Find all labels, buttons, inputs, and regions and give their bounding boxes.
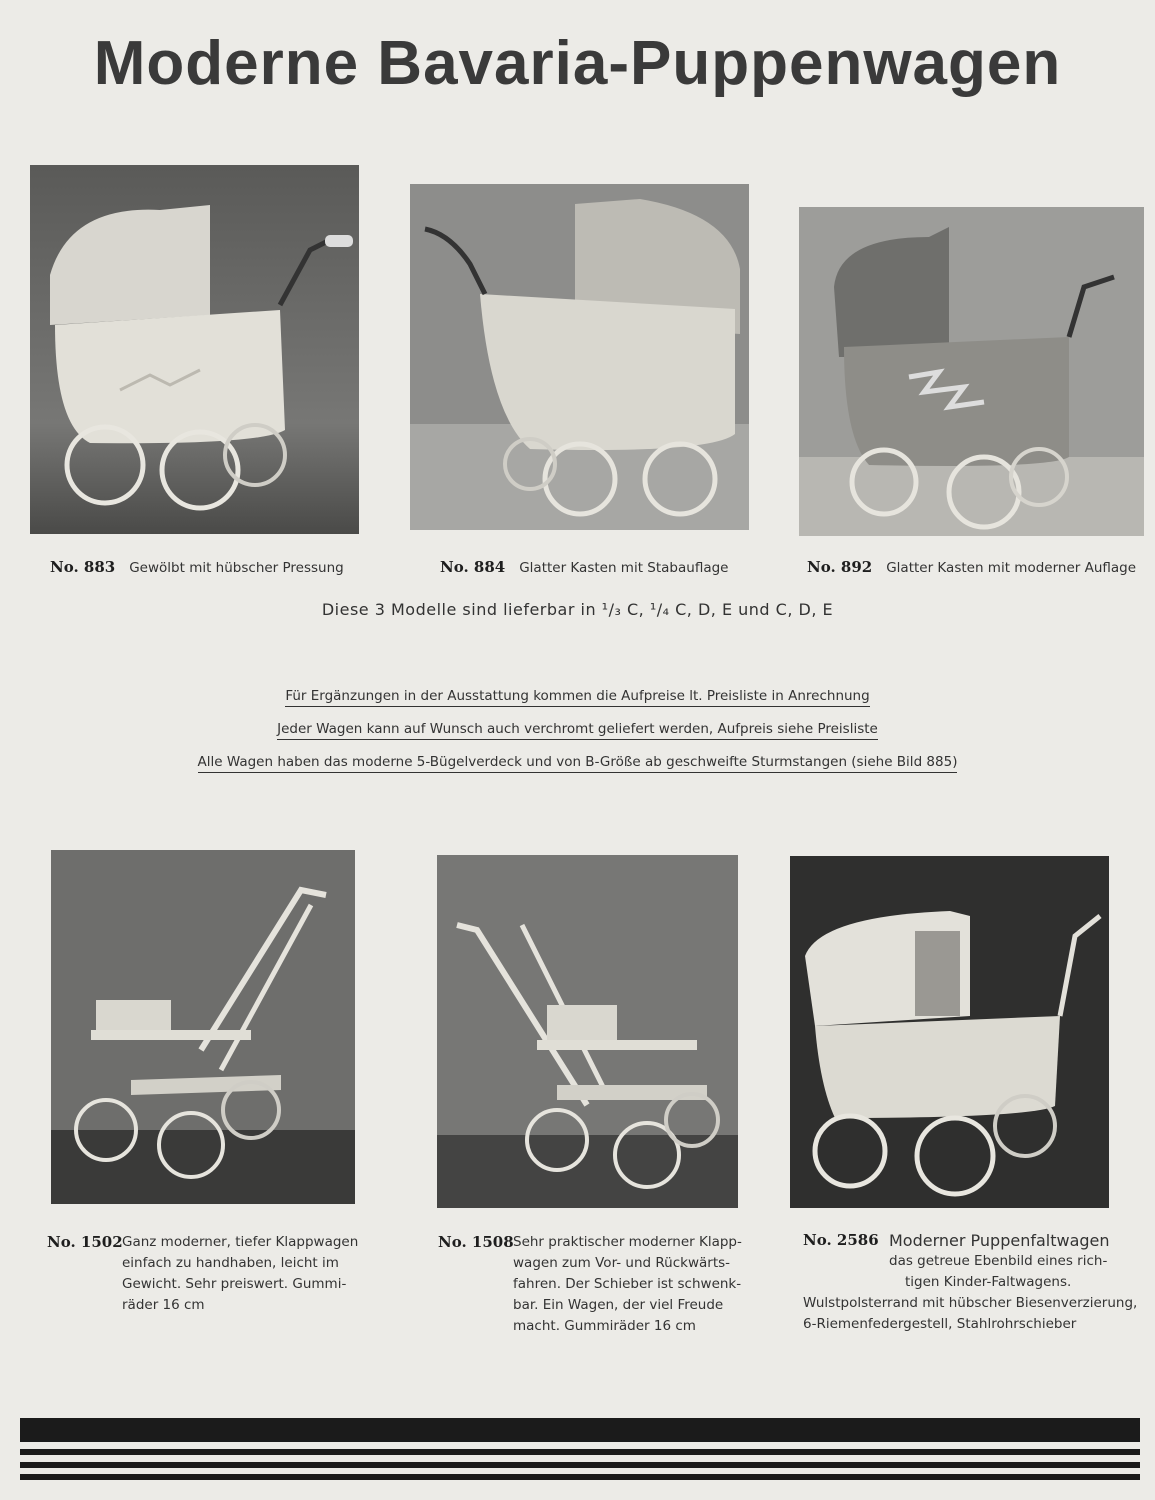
description-line: fahren. Der Schieber ist schwenk- [513, 1276, 742, 1292]
photo-2586 [790, 856, 1109, 1208]
description-line: 6-Riemenfedergestell, Stahlrohrschieber [803, 1316, 1077, 1332]
model-number: No. 1502 [47, 1233, 123, 1251]
note-line [0, 754, 1155, 770]
stroller-photo-icon [437, 855, 738, 1208]
pram-photo-icon [30, 165, 359, 534]
description-line: Ganz moderner, tiefer Klappwagen [122, 1234, 359, 1250]
model-number: No. 884 [440, 558, 506, 576]
model-number: No. 892 [807, 558, 873, 576]
description-line: räder 16 cm [122, 1297, 205, 1313]
availability-note: Diese 3 Modelle sind lieferbar in ¹/₃ C, ¹/₄ C, D, E und C, D, E [321, 600, 834, 619]
note-line [0, 688, 1155, 704]
caption-883 [50, 557, 344, 579]
photo-883 [30, 165, 359, 534]
description-line: das getreue Ebenbild eines rich- [889, 1253, 1108, 1269]
caption-1502 [47, 1232, 367, 1316]
description-line: einfach zu handhaben, leicht im [122, 1255, 339, 1271]
description-line: wagen zum Vor- und Rückwärts- [513, 1255, 731, 1271]
description-line: Sehr praktischer moderner Klapp- [513, 1234, 742, 1250]
description-line: Moderner Puppenfaltwagen [889, 1231, 1110, 1250]
photo-884 [410, 184, 749, 530]
model-description: Glatter Kasten mit Stabauflage [519, 560, 729, 576]
description-line: Gewicht. Sehr preiswert. Gummi- [122, 1276, 347, 1292]
description-line: Wulstpolsterrand mit hübscher Biesenverzierung, [803, 1295, 1138, 1311]
footer-bar [20, 1418, 1140, 1442]
note-text: Jeder Wagen kann auf Wunsch auch verchromt geliefert werden, Aufpreis siehe Preisliste [277, 721, 878, 740]
caption-884 [440, 557, 728, 579]
footer-bars [20, 1418, 1140, 1488]
photo-1508 [437, 855, 738, 1208]
note-text: Für Ergänzungen in der Ausstattung kommen die Aufpreise lt. Preisliste in Anrechnung [285, 688, 869, 707]
model-number: No. 1508 [438, 1233, 514, 1251]
pram-photo-icon [799, 207, 1144, 536]
model-description: Gewölbt mit hübscher Pressung [129, 560, 344, 576]
photo-1502 [51, 850, 355, 1204]
pram-photo-icon [410, 184, 749, 530]
photo-892 [799, 207, 1144, 536]
description-line: macht. Gummiräder 16 cm [513, 1318, 696, 1334]
caption-1508 [438, 1232, 758, 1337]
footer-bar [20, 1449, 1140, 1455]
note-text: Alle Wagen haben das moderne 5-Bügelverdeck und von B-Größe ab geschweifte Sturmstangen (siehe Bild 885) [198, 754, 958, 773]
model-number: No. 883 [50, 558, 116, 576]
page-title: Moderne Bavaria-Puppenwagen [93, 29, 1062, 98]
description-line: tigen Kinder-Faltwagens. [905, 1274, 1072, 1290]
pram-photo-icon [790, 856, 1109, 1208]
model-number: No. 2586 [803, 1231, 879, 1249]
description-line: bar. Ein Wagen, der viel Freude [513, 1297, 724, 1313]
footer-bar [20, 1462, 1140, 1468]
note-line [0, 721, 1155, 737]
footer-bar [20, 1474, 1140, 1480]
stroller-photo-icon [51, 850, 355, 1204]
caption-2586 [803, 1230, 1143, 1335]
model-description: Glatter Kasten mit moderner Auflage [886, 560, 1137, 576]
caption-892 [807, 557, 1136, 579]
